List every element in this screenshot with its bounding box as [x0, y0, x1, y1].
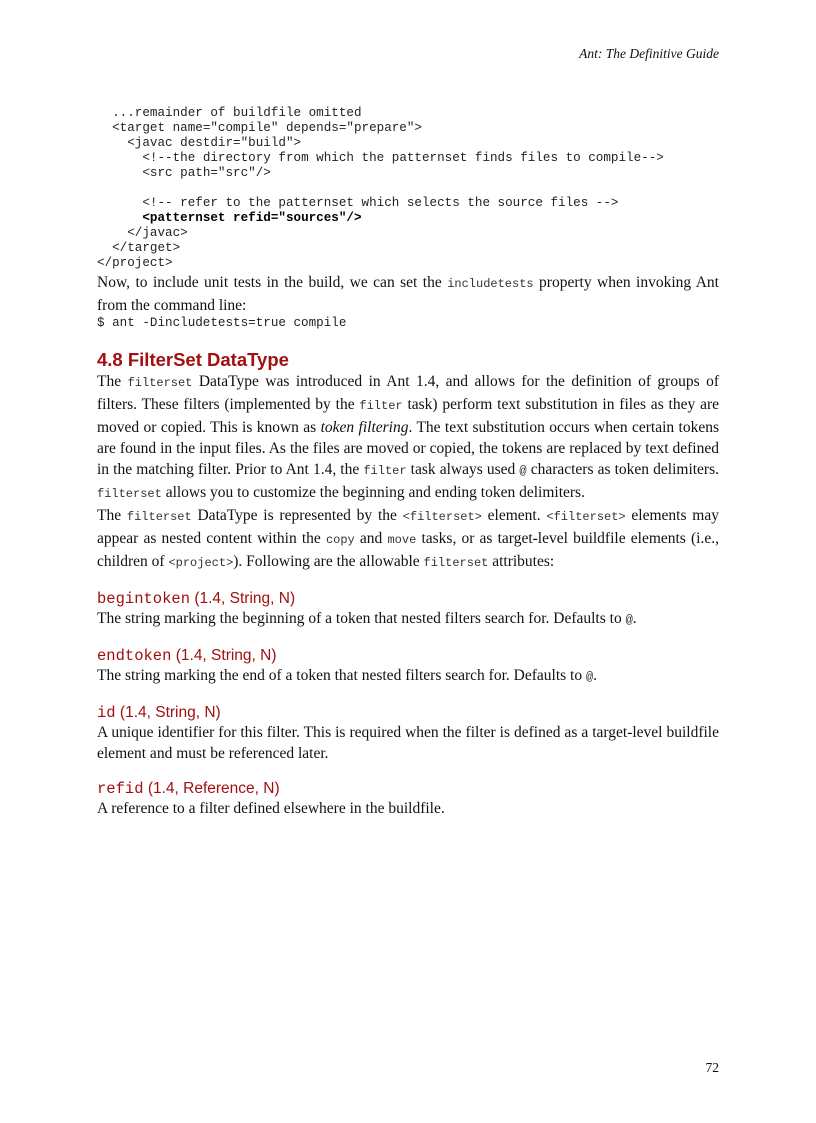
attribute-term-endtoken: endtoken (1.4, String, N): [97, 646, 277, 665]
section-heading-filterset: 4.8 FilterSet DataType: [97, 348, 289, 370]
paragraph-unit-tests: Now, to include unit tests in the build, we can set the includetests property when invoking Ant from the command line:: [97, 273, 719, 314]
code-comment-dir: <!--the directory from which the patternset finds files to compile-->: [142, 151, 664, 166]
inline-code: <project>: [168, 555, 234, 570]
inline-code: filter: [363, 463, 407, 478]
code-javac-open: <javac destdir="build">: [127, 136, 302, 151]
command-line-example: $ ant -Dincludetests=true compile: [97, 315, 347, 330]
inline-code: filterset: [97, 486, 162, 501]
page-number: 72: [705, 1060, 719, 1075]
attribute-list: [97, 590, 719, 819]
attribute-term-begintoken: begintoken (1.4, String, N): [97, 589, 296, 608]
code-project-close: </project>: [97, 256, 173, 271]
inline-code: <filterset>: [402, 509, 482, 524]
code-javac-close: </javac>: [127, 226, 188, 241]
page-content: [97, 106, 719, 819]
attribute-desc-refid: A reference to a filter defined elsewhere in the buildfile.: [97, 799, 445, 817]
running-header-title: Ant: The Definitive Guide: [579, 46, 719, 61]
code-omitted-note: ...remainder of buildfile omitted: [112, 106, 362, 120]
inline-code: copy: [325, 532, 355, 547]
paragraph-filterset-represented: The filterset DataType is represented by the <filterset> element. <filterset> elements may appear as nested content within the copy and move tasks, or as target-level buildfile elements (i.e., children of <project>). Following are the allowable filterset attributes:: [97, 506, 719, 570]
attribute-desc-id: A unique identifier for this filter. This is required when the filter is defined as a target-level buildfile element and must be referenced later.: [97, 723, 719, 762]
inline-code: filter: [359, 398, 403, 413]
inline-code-includetests: includetests: [447, 276, 534, 291]
attribute-desc-endtoken: The string marking the end of a token that nested filters search for. Defaults to @.: [97, 666, 598, 684]
inline-code: filterset: [423, 555, 489, 570]
code-block-buildfile: [97, 106, 719, 121]
emphasis-token-filtering: token filtering: [320, 418, 409, 436]
code-target-close: </target>: [112, 241, 181, 256]
code-patternset-line: <patternset refid="sources"/>: [142, 211, 362, 226]
paragraph-filterset-intro: The filterset DataType was introduced in Ant 1.4, and allows for the definition of groups of filters. These filters (implemented by the filter task) perform text substitution in files as they are moved or copied. This is known as token filtering. The text substitution occurs when certain tokens are found in the input files. As the files are moved or copied, the tokens are replaced by text defined in the matching filter. Prior to Ant 1.4, the filter task always used @ characters as token delimiters. filterset allows you to customize the beginning and ending token delimiters.: [97, 372, 720, 501]
code-src-line: <src path="src"/>: [142, 166, 271, 181]
inline-code: filterset: [126, 509, 192, 524]
inline-code: move: [387, 532, 417, 547]
inline-code: filterset: [127, 375, 193, 390]
code-target-open: <target name="compile" depends="prepare">: [112, 121, 422, 136]
attribute-desc-begintoken: The string marking the beginning of a token that nested filters search for. Defaults to @.: [97, 609, 637, 627]
code-block-target: [97, 121, 719, 256]
inline-code: <filterset>: [546, 509, 626, 524]
attribute-term-refid: refid (1.4, Reference, N): [97, 779, 280, 798]
attribute-term-id: id (1.4, String, N): [97, 703, 221, 722]
inline-code: @: [519, 463, 527, 478]
code-comment-refer: <!-- refer to the patternset which selects the source files -->: [142, 196, 619, 211]
